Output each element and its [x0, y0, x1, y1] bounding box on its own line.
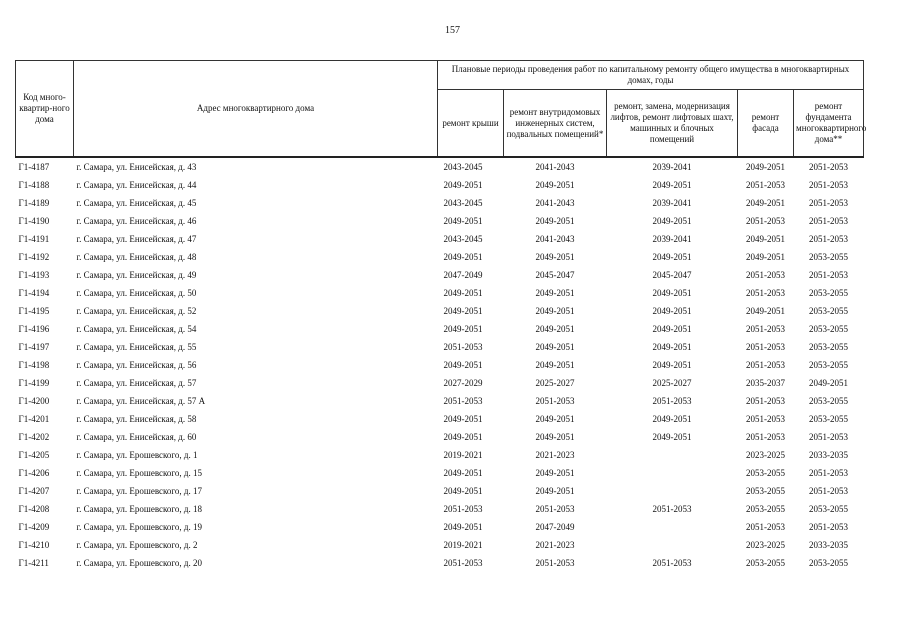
- row-foundation-period: 2053-2055: [809, 558, 849, 568]
- row-code: Г1-4193: [18, 270, 50, 280]
- row-systems-period: 2049-2051: [535, 414, 575, 424]
- row-code: Г1-4207: [18, 486, 50, 496]
- row-facade-period: 2051-2053: [746, 270, 785, 280]
- table-row: [16, 554, 864, 572]
- row-code: Г1-4209: [18, 522, 50, 532]
- row-facade-period: 2053-2055: [746, 504, 785, 514]
- row-foundation-period: 2053-2055: [809, 324, 849, 334]
- row-lifts-period: 2049-2051: [652, 306, 692, 316]
- row-address: г. Самара, ул. Енисейская, д. 56: [76, 360, 197, 370]
- row-address: г. Самара, ул. Енисейская, д. 46: [76, 216, 197, 226]
- row-systems-period: 2049-2051: [535, 324, 575, 334]
- table-row: [16, 392, 864, 410]
- row-foundation-period: 2051-2053: [809, 180, 849, 190]
- row-systems-period: 2049-2051: [535, 342, 575, 352]
- row-roof-period: 2027-2029: [443, 378, 483, 388]
- row-code: Г1-4198: [18, 360, 50, 370]
- table-row: [16, 356, 864, 374]
- table-body: [16, 157, 864, 572]
- row-code: Г1-4188: [18, 180, 50, 190]
- row-roof-period: 2043-2045: [443, 162, 483, 172]
- row-systems-period: 2049-2051: [535, 432, 575, 442]
- row-systems-period: 2041-2043: [535, 234, 575, 244]
- table-row: [16, 194, 864, 212]
- row-facade-period: 2053-2055: [746, 558, 785, 568]
- row-lifts-period: 2045-2047: [652, 270, 692, 280]
- row-foundation-period: 2053-2055: [809, 504, 849, 514]
- row-systems-period: 2049-2051: [535, 306, 575, 316]
- table-row: [16, 518, 864, 536]
- row-code: Г1-4211: [18, 558, 49, 568]
- row-lifts-period: 2049-2051: [652, 360, 692, 370]
- row-lifts-period: [607, 536, 738, 554]
- row-lifts-period: 2049-2051: [652, 414, 692, 424]
- row-lifts-period: 2039-2041: [652, 234, 692, 244]
- row-facade-period: 2051-2053: [746, 288, 785, 298]
- row-lifts-period: 2049-2051: [652, 252, 692, 262]
- row-foundation-period: 2051-2053: [809, 234, 849, 244]
- row-facade-period: 2049-2051: [746, 162, 785, 172]
- row-address: г. Самара, ул. Енисейская, д. 54: [76, 324, 197, 334]
- row-address: г. Самара, ул. Енисейская, д. 43: [76, 162, 197, 172]
- header-facade: ремонт фасада: [738, 90, 794, 158]
- row-roof-period: 2051-2053: [443, 558, 483, 568]
- header-foundation: ремонт фундамента многоквартирного дома**: [794, 90, 864, 158]
- row-foundation-period: 2053-2055: [809, 396, 849, 406]
- row-lifts-period: 2049-2051: [652, 180, 692, 190]
- row-facade-period: 2051-2053: [746, 180, 785, 190]
- row-foundation-period: 2051-2053: [809, 270, 849, 280]
- row-address: г. Самара, ул. Ерошевского, д. 15: [76, 468, 202, 478]
- row-roof-period: 2049-2051: [443, 324, 483, 334]
- row-foundation-period: 2053-2055: [809, 306, 849, 316]
- table-row: [16, 176, 864, 194]
- table-row: [16, 536, 864, 554]
- row-roof-period: 2051-2053: [443, 342, 483, 352]
- row-systems-period: 2041-2043: [535, 198, 575, 208]
- row-roof-period: 2049-2051: [443, 288, 483, 298]
- row-code: Г1-4205: [18, 450, 50, 460]
- row-lifts-period: [607, 518, 738, 536]
- row-systems-period: 2049-2051: [535, 288, 575, 298]
- row-lifts-period: 2049-2051: [652, 288, 692, 298]
- row-facade-period: 2051-2053: [746, 216, 785, 226]
- row-address: г. Самара, ул. Ерошевского, д. 19: [76, 522, 202, 532]
- row-systems-period: 2049-2051: [535, 216, 575, 226]
- row-facade-period: 2049-2051: [746, 234, 785, 244]
- row-code: Г1-4197: [18, 342, 50, 352]
- row-systems-period: 2047-2049: [535, 522, 575, 532]
- table-row: [16, 284, 864, 302]
- table-row: [16, 320, 864, 338]
- header-address: Адрес многоквартирного дома: [74, 61, 438, 158]
- row-address: г. Самара, ул. Енисейская, д. 49: [76, 270, 197, 280]
- row-address: г. Самара, ул. Енисейская, д. 47: [76, 234, 197, 244]
- row-foundation-period: 2053-2055: [809, 342, 849, 352]
- row-lifts-period: 2049-2051: [652, 324, 692, 334]
- row-code: Г1-4190: [18, 216, 50, 226]
- row-foundation-period: 2051-2053: [809, 522, 849, 532]
- row-facade-period: 2049-2051: [746, 306, 785, 316]
- row-facade-period: 2049-2051: [746, 198, 785, 208]
- row-address: г. Самара, ул. Енисейская, д. 45: [76, 198, 197, 208]
- row-foundation-period: 2051-2053: [809, 198, 849, 208]
- row-roof-period: 2049-2051: [443, 216, 483, 226]
- row-code: Г1-4195: [18, 306, 50, 316]
- row-lifts-period: 2049-2051: [652, 216, 692, 226]
- header-lifts: ремонт, замена, модернизация лифтов, ремонт лифтовых шахт, машинных и блочных помещений: [607, 90, 738, 158]
- row-roof-period: 2049-2051: [443, 414, 483, 424]
- row-address: г. Самара, ул. Енисейская, д. 48: [76, 252, 197, 262]
- row-foundation-period: 2051-2053: [809, 216, 849, 226]
- row-systems-period: 2041-2043: [535, 162, 575, 172]
- header-periods: Плановые периоды проведения работ по капитальному ремонту общего имущества в многоквартирных домах, годы: [438, 61, 864, 90]
- table-row: [16, 212, 864, 230]
- row-roof-period: 2047-2049: [443, 270, 483, 280]
- row-systems-period: 2051-2053: [535, 504, 575, 514]
- row-systems-period: 2021-2023: [535, 540, 575, 550]
- row-foundation-period: 2033-2035: [809, 450, 849, 460]
- row-systems-period: 2025-2027: [535, 378, 575, 388]
- row-code: Г1-4196: [18, 324, 50, 334]
- row-foundation-period: 2053-2055: [809, 288, 849, 298]
- row-address: г. Самара, ул. Енисейская, д. 55: [76, 342, 197, 352]
- table-row: [16, 500, 864, 518]
- row-facade-period: 2051-2053: [746, 432, 785, 442]
- row-address: г. Самара, ул. Енисейская, д. 57: [76, 378, 197, 388]
- row-facade-period: 2053-2055: [746, 468, 785, 478]
- row-foundation-period: 2053-2055: [809, 360, 849, 370]
- row-address: г. Самара, ул. Ерошевского, д. 17: [76, 486, 202, 496]
- table-row: [16, 338, 864, 356]
- row-address: г. Самара, ул. Енисейская, д. 44: [76, 180, 197, 190]
- row-roof-period: 2043-2045: [443, 198, 483, 208]
- row-lifts-period: [607, 464, 738, 482]
- table-row: [16, 446, 864, 464]
- row-foundation-period: 2049-2051: [809, 378, 849, 388]
- row-lifts-period: 2051-2053: [652, 504, 692, 514]
- row-address: г. Самара, ул. Ерошевского, д. 20: [76, 558, 202, 568]
- row-code: Г1-4208: [18, 504, 50, 514]
- row-lifts-period: 2025-2027: [652, 378, 692, 388]
- repair-schedule-table: [15, 60, 867, 572]
- row-lifts-period: 2039-2041: [652, 198, 692, 208]
- row-roof-period: 2049-2051: [443, 486, 483, 496]
- row-roof-period: 2049-2051: [443, 306, 483, 316]
- row-foundation-period: 2053-2055: [809, 414, 849, 424]
- page-number: 157: [445, 25, 460, 36]
- row-facade-period: 2051-2053: [746, 396, 785, 406]
- row-systems-period: 2049-2051: [535, 360, 575, 370]
- row-address: г. Самара, ул. Енисейская, д. 57 А: [76, 396, 206, 406]
- table-row: [16, 248, 864, 266]
- row-roof-period: 2049-2051: [443, 468, 483, 478]
- row-lifts-period: [607, 446, 738, 464]
- row-systems-period: 2049-2051: [535, 468, 575, 478]
- row-code: Г1-4200: [18, 396, 50, 406]
- row-roof-period: 2051-2053: [443, 504, 483, 514]
- row-foundation-period: 2051-2053: [809, 162, 849, 172]
- row-facade-period: 2035-2037: [746, 378, 785, 388]
- row-facade-period: 2051-2053: [746, 324, 785, 334]
- row-address: г. Самара, ул. Ерошевского, д. 2: [76, 540, 198, 550]
- row-code: Г1-4201: [18, 414, 50, 424]
- row-systems-period: 2049-2051: [535, 486, 575, 496]
- row-roof-period: 2049-2051: [443, 360, 483, 370]
- row-facade-period: 2049-2051: [746, 252, 785, 262]
- row-code: Г1-4187: [18, 162, 50, 172]
- row-roof-period: 2051-2053: [443, 396, 483, 406]
- table-row: [16, 157, 864, 176]
- row-address: г. Самара, ул. Енисейская, д. 58: [76, 414, 197, 424]
- header-roof: ремонт крыши: [438, 90, 504, 158]
- table-row: [16, 374, 864, 392]
- row-lifts-period: 2049-2051: [652, 342, 692, 352]
- row-facade-period: 2051-2053: [746, 414, 785, 424]
- row-lifts-period: 2051-2053: [652, 558, 692, 568]
- row-facade-period: 2023-2025: [746, 540, 785, 550]
- row-address: г. Самара, ул. Енисейская, д. 52: [76, 306, 197, 316]
- row-systems-period: 2051-2053: [535, 396, 575, 406]
- row-lifts-period: [607, 482, 738, 500]
- row-address: г. Самара, ул. Ерошевского, д. 18: [76, 504, 202, 514]
- row-roof-period: 2049-2051: [443, 432, 483, 442]
- row-foundation-period: 2051-2053: [809, 432, 849, 442]
- row-facade-period: 2051-2053: [746, 342, 785, 352]
- table-row: [16, 302, 864, 320]
- row-address: г. Самара, ул. Енисейская, д. 60: [76, 432, 197, 442]
- row-address: г. Самара, ул. Ерошевского, д. 1: [76, 450, 198, 460]
- row-foundation-period: 2051-2053: [809, 486, 849, 496]
- table-row: [16, 230, 864, 248]
- row-systems-period: 2049-2051: [535, 252, 575, 262]
- row-roof-period: 2049-2051: [443, 522, 483, 532]
- row-systems-period: 2051-2053: [535, 558, 575, 568]
- row-code: Г1-4206: [18, 468, 50, 478]
- row-roof-period: 2019-2021: [443, 450, 483, 460]
- table-row: [16, 464, 864, 482]
- header-code: Код много-квартир-ного дома: [16, 61, 74, 158]
- row-roof-period: 2043-2045: [443, 234, 483, 244]
- row-code: Г1-4192: [18, 252, 50, 262]
- row-systems-period: 2045-2047: [535, 270, 575, 280]
- row-code: Г1-4189: [18, 198, 50, 208]
- row-foundation-period: 2033-2035: [809, 540, 849, 550]
- row-facade-period: 2051-2053: [746, 522, 785, 532]
- table-row: [16, 482, 864, 500]
- row-roof-period: 2049-2051: [443, 252, 483, 262]
- row-facade-period: 2023-2025: [746, 450, 785, 460]
- row-code: Г1-4210: [18, 540, 50, 550]
- row-code: Г1-4194: [18, 288, 50, 298]
- row-lifts-period: 2049-2051: [652, 432, 692, 442]
- row-address: г. Самара, ул. Енисейская, д. 50: [76, 288, 197, 298]
- header-systems: ремонт внутридомовых инженерных систем, подвальных помещений*: [504, 90, 607, 158]
- table-row: [16, 428, 864, 446]
- row-facade-period: 2053-2055: [746, 486, 785, 496]
- row-lifts-period: 2039-2041: [652, 162, 692, 172]
- row-facade-period: 2051-2053: [746, 360, 785, 370]
- row-code: Г1-4199: [18, 378, 50, 388]
- row-code: Г1-4202: [18, 432, 50, 442]
- row-foundation-period: 2053-2055: [809, 252, 849, 262]
- table-row: [16, 410, 864, 428]
- row-systems-period: 2021-2023: [535, 450, 575, 460]
- row-lifts-period: 2051-2053: [652, 396, 692, 406]
- row-systems-period: 2049-2051: [535, 180, 575, 190]
- row-code: Г1-4191: [18, 234, 50, 244]
- row-foundation-period: 2051-2053: [809, 468, 849, 478]
- table-row: [16, 266, 864, 284]
- row-roof-period: 2049-2051: [443, 180, 483, 190]
- row-roof-period: 2019-2021: [443, 540, 483, 550]
